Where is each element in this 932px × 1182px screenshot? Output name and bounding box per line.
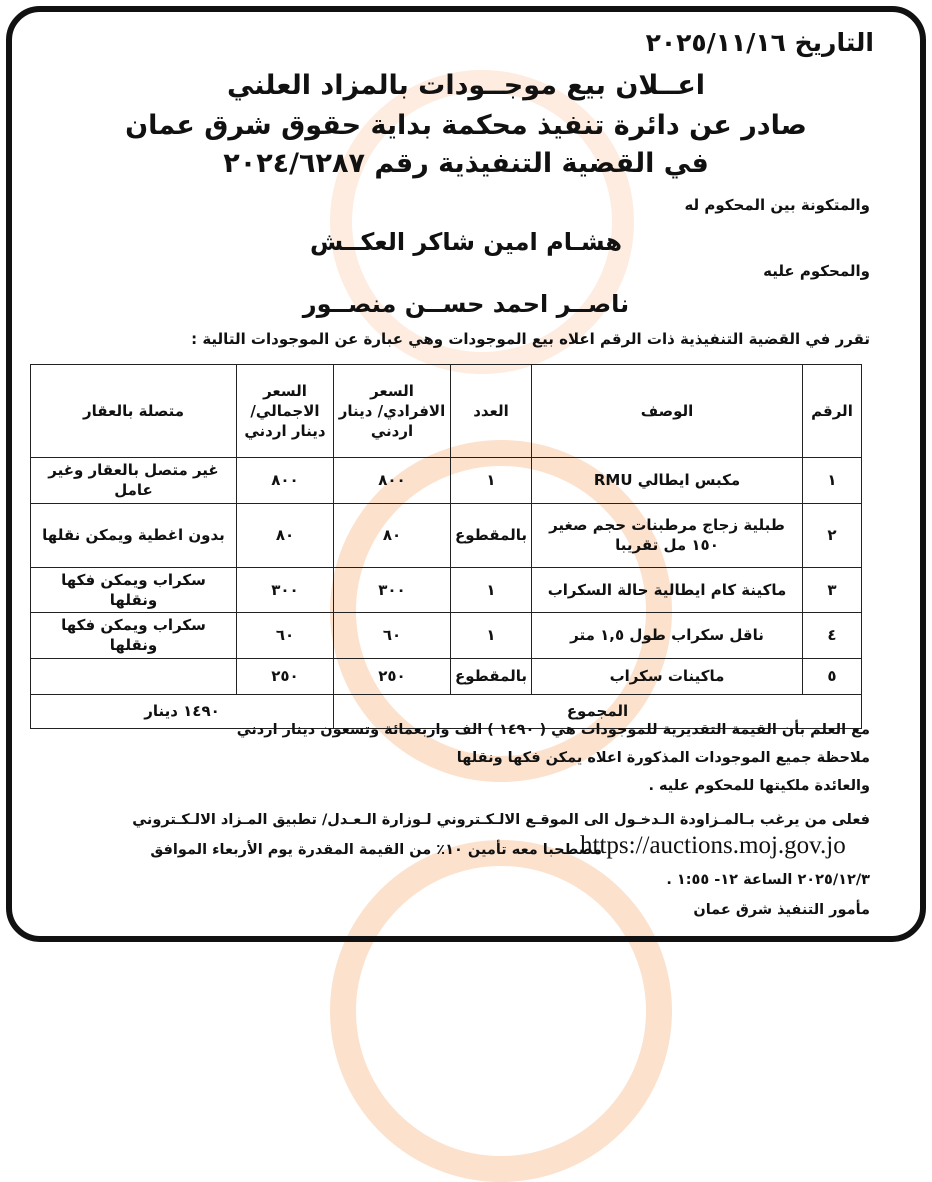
cell-attached: سكراب ويمكن فكها ونقلها — [31, 613, 237, 659]
case-number: في القضية التنفيذية رقم ٢٠٢٤/٦٢٨٧ — [223, 148, 709, 179]
table-row — [31, 658, 862, 694]
cell-attached — [31, 658, 237, 694]
cell-quantity: بالمقطوع — [450, 503, 531, 567]
note-deposit: مصطحبا معه تأمين ١٠٪ من القيمة المقدرة يوم الأربعاء الموافق — [150, 842, 602, 858]
cell-quantity: ١ — [450, 613, 531, 659]
cell-unit-price: ٨٠ — [333, 503, 450, 567]
cell-total-price: ٨٠ — [236, 503, 333, 567]
cell-quantity: ١ — [450, 567, 531, 613]
cell-number: ٣ — [803, 567, 862, 613]
header-number: الرقم — [803, 365, 862, 458]
cell-number: ٢ — [803, 503, 862, 567]
cell-number: ٥ — [803, 658, 862, 694]
header-quantity: العدد — [450, 365, 531, 458]
note-date-time: ٢٠٢٥/١٢/٣ الساعة ١٢- ١:٥٥ . — [666, 872, 870, 888]
date: التاريخ ٢٠٢٥/١١/١٦ — [645, 28, 874, 57]
cell-attached: بدون اغطية ويمكن نقلها — [31, 503, 237, 567]
cell-total-price: ٣٠٠ — [236, 567, 333, 613]
table-row — [31, 613, 862, 659]
defendant-label: والمحكوم عليه — [763, 262, 870, 280]
note-bidding: فعلى من يرغب بـالمـزاودة الـدخـول الى الموقـع الالـكـتروني لـوزارة الـعـدل/ تطبيق المـزاد الالـكـتروني — [132, 812, 870, 828]
cell-total-price: ٢٥٠ — [236, 658, 333, 694]
table-header — [31, 365, 862, 458]
cell-unit-price: ٣٠٠ — [333, 567, 450, 613]
note-estimated-value: مع العلم بأن القيمة التقديرية للموجودات هي ( ١٤٩٠ ) الف واربعمائة وتسعون دينار اردني — [236, 722, 870, 738]
cell-unit-price: ٦٠ — [333, 613, 450, 659]
defendant-name: ناصــر احمد حســن منصــور — [302, 290, 630, 318]
assets-table — [30, 364, 862, 729]
table-row — [31, 458, 862, 504]
cell-unit-price: ٨٠٠ — [333, 458, 450, 504]
cell-description: ماكينة كام ايطالية حالة السكراب — [532, 567, 803, 613]
plaintiff-label: والمتكونة بين المحكوم له — [684, 196, 870, 214]
cell-total-price: ٨٠٠ — [236, 458, 333, 504]
cell-quantity: ١ — [450, 458, 531, 504]
cell-description: ماكينات سكراب — [532, 658, 803, 694]
header-description: الوصف — [532, 365, 803, 458]
cell-description: مكبس ايطالي RMU — [532, 458, 803, 504]
cell-quantity: بالمقطوع — [450, 658, 531, 694]
header-total-price: السعر الاجمالي/ دينار اردني — [236, 365, 333, 458]
note-ownership: والعائدة ملكيتها للمحكوم عليه . — [648, 778, 870, 794]
cell-number: ١ — [803, 458, 862, 504]
cell-number: ٤ — [803, 613, 862, 659]
plaintiff-name: هشـام امين شاكر العكــش — [310, 228, 622, 256]
header-unit-price: السعر الافرادي/ دينار اردني — [333, 365, 450, 458]
auction-url[interactable]: https://auctions.moj.gov.jo — [580, 832, 846, 859]
cell-description: طبلية زجاج مرطبنات حجم صغير ١٥٠ مل تقريبا — [532, 503, 803, 567]
total-label: المجموع — [333, 694, 861, 728]
cell-attached: سكراب ويمكن فكها ونقلها — [31, 567, 237, 613]
table-row — [31, 503, 862, 567]
cell-description: ناقل سكراب طول ١,٥ متر — [532, 613, 803, 659]
total-value: ١٤٩٠ دينار — [31, 694, 334, 728]
intro-text: تقرر في القضية التنفيذية ذات الرقم اعلاه بيع الموجودات وهي عبارة عن الموجودات التالية : — [191, 330, 870, 348]
header-attached: متصلة بالعقار — [31, 365, 237, 458]
note-removable: ملاحظة جميع الموجودات المذكورة اعلاه يمكن فكها ونقلها — [456, 750, 870, 766]
signature: مأمور التنفيذ شرق عمان — [693, 902, 870, 918]
cell-total-price: ٦٠ — [236, 613, 333, 659]
title-line-1: اعــلان بيع موجــودات بالمزاد العلني — [226, 70, 706, 101]
cell-unit-price: ٢٥٠ — [333, 658, 450, 694]
title-line-2: صادر عن دائرة تنفيذ محكمة بداية حقوق شرق عمان — [125, 110, 807, 141]
table-row — [31, 567, 862, 613]
cell-attached: غير متصل بالعقار وغير عامل — [31, 458, 237, 504]
